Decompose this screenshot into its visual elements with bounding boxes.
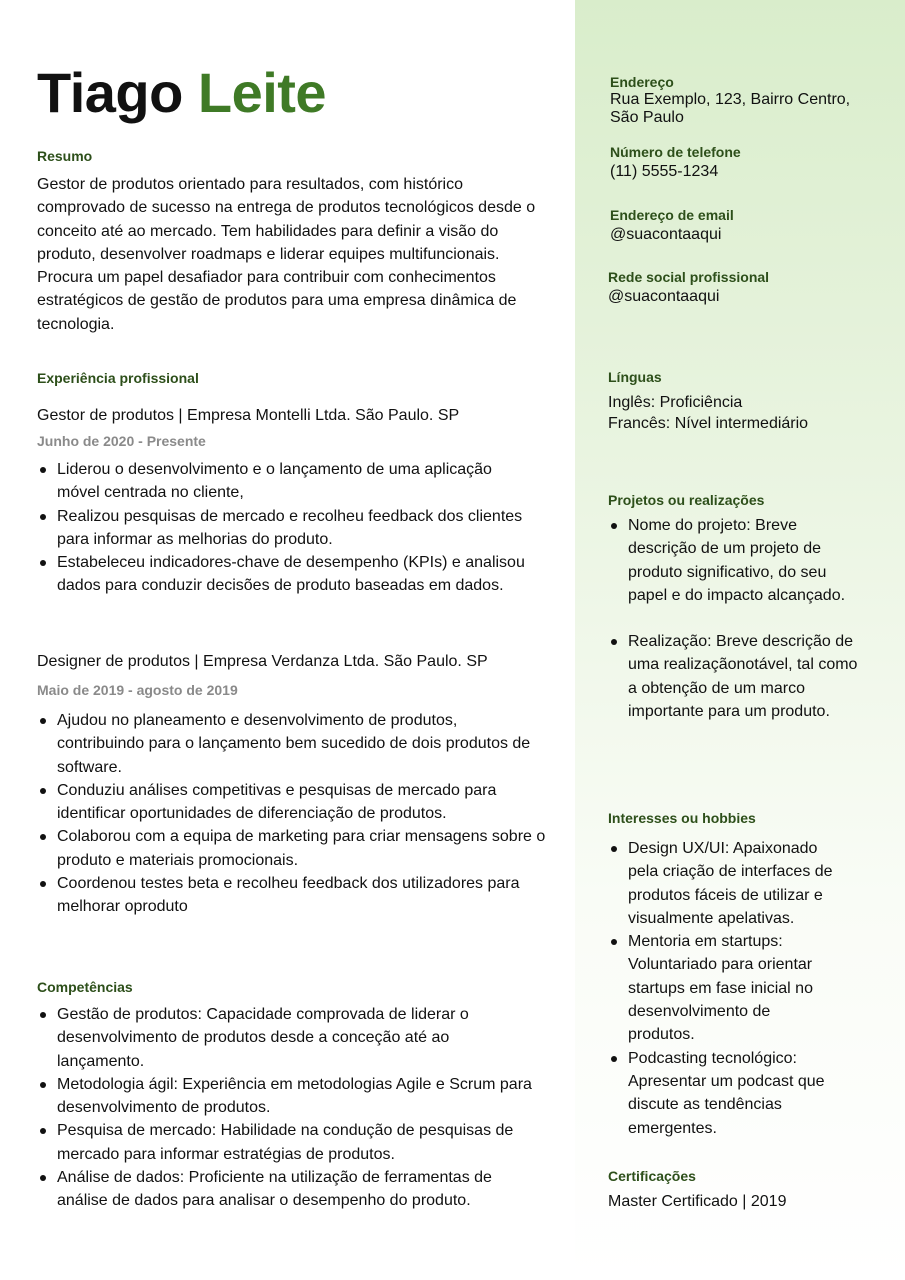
email-heading: Endereço de email [610, 207, 734, 223]
job-title: Gestor de produtos | Empresa Montelli Ltda. São Paulo. SP [37, 407, 460, 424]
list-item: Coordenou testes beta e recolheu feedback dos utilizadores para melhorar oproduto [37, 872, 547, 919]
summary-heading: Resumo [37, 148, 93, 164]
list-item: Realizou pesquisas de mercado e recolheu feedback dos clientes para informar as melhorias do produto. [37, 505, 537, 552]
interests-list [608, 837, 838, 1140]
address-heading: Endereço [610, 74, 674, 90]
social-heading: Rede social profissional [608, 269, 770, 285]
job-bullets [37, 458, 537, 598]
interests-heading: Interesses ou hobbies [608, 810, 756, 826]
job-bullets [37, 709, 547, 919]
job-dates: Maio de 2019 - agosto de 2019 [37, 682, 238, 698]
language-item: Francês: Nível intermediário [608, 415, 809, 432]
job-title: Designer de produtos | Empresa Verdanza Ltda. São Paulo. SP [37, 653, 488, 670]
list-item: Mentoria em startups: Voluntariado para orientar startups em fase inicial no desenvolvimento de produtos. [608, 930, 838, 1046]
skills-heading: Competências [37, 979, 133, 995]
certifications-heading: Certificações [608, 1168, 696, 1184]
list-item: Análise de dados: Proficiente na utilização de ferramentas de análise de dados para analisar o desempenho do produto. [37, 1166, 532, 1213]
social-value: @suacontaaqui [608, 288, 720, 305]
experience-heading: Experiência profissional [37, 370, 199, 386]
phone-heading: Número de telefone [610, 144, 741, 160]
address-line-1: Rua Exemplo, 123, Bairro Centro, [610, 91, 851, 108]
last-name: Leite [197, 61, 327, 124]
list-item: Estabeleceu indicadores-chave de desempenho (KPIs) e analisou dados para conduzir decisões de produto baseadas em dados. [37, 551, 537, 598]
email-value: @suacontaaqui [610, 226, 722, 243]
list-item: Colaborou com a equipa de marketing para criar mensagens sobre o produto e materiais promocionais. [37, 825, 547, 872]
languages-heading: Línguas [608, 369, 662, 385]
list-item: Design UX/UI: Apaixonado pela criação de interfaces de produtos fáceis de utilizar e visualmente apelativas. [608, 837, 838, 930]
list-item: Ajudou no planeamento e desenvolvimento de produtos, contribuindo para o lançamento bem sucedido de dois produtos de software. [37, 709, 547, 779]
list-item: Realização: Breve descrição de uma realizaçãonotável, tal como a obtenção de um marco importante para um produto. [608, 630, 863, 723]
list-item: Conduziu análises competitivas e pesquisas de mercado para identificar oportunidades de diferenciação de produtos. [37, 779, 547, 826]
list-item: Podcasting tecnológico: Apresentar um podcast que discute as tendências emergentes. [608, 1047, 838, 1140]
list-item: Metodologia ágil: Experiência em metodologias Agile e Scrum para desenvolvimento de produtos. [37, 1073, 532, 1120]
list-item: Gestão de produtos: Capacidade comprovada de liderar o desenvolvimento de produtos desde a conceção até ao lançamento. [37, 1003, 532, 1073]
job-dates: Junho de 2020 - Presente [37, 433, 206, 449]
list-item: Liderou o desenvolvimento e o lançamento de uma aplicação móvel centrada no cliente, [37, 458, 537, 505]
skills-list [37, 1003, 532, 1213]
list-item: Nome do projeto: Breve descrição de um projeto de produto significativo, do seu papel e do impacto alcançado. [608, 514, 863, 607]
summary-text: Gestor de produtos orientado para resultados, com histórico comprovado de sucesso na entrega de produtos tecnológicos desde o conceito até ao mercado. Tem habilidades para definir a visão do produto, desenvolver roadmaps e liderar equipes multifuncionais. Procura um papel desafiador para contribuir com conhecimentos estratégicos de gestão de produtos para uma empresa dinâmica de tecnologia. [37, 176, 536, 333]
language-item: Inglês: Proficiência [608, 394, 743, 411]
first-name: Tiago [37, 61, 183, 124]
address-line-2: São Paulo [610, 109, 684, 126]
list-item: Pesquisa de mercado: Habilidade na condução de pesquisas de mercado para informar estratégias de produtos. [37, 1119, 532, 1166]
projects-list [608, 514, 863, 723]
certification-item: Master Certificado | 2019 [608, 1193, 787, 1210]
phone-value: (11) 5555-1234 [610, 163, 719, 180]
projects-heading: Projetos ou realizações [608, 492, 765, 508]
candidate-name [37, 60, 326, 126]
